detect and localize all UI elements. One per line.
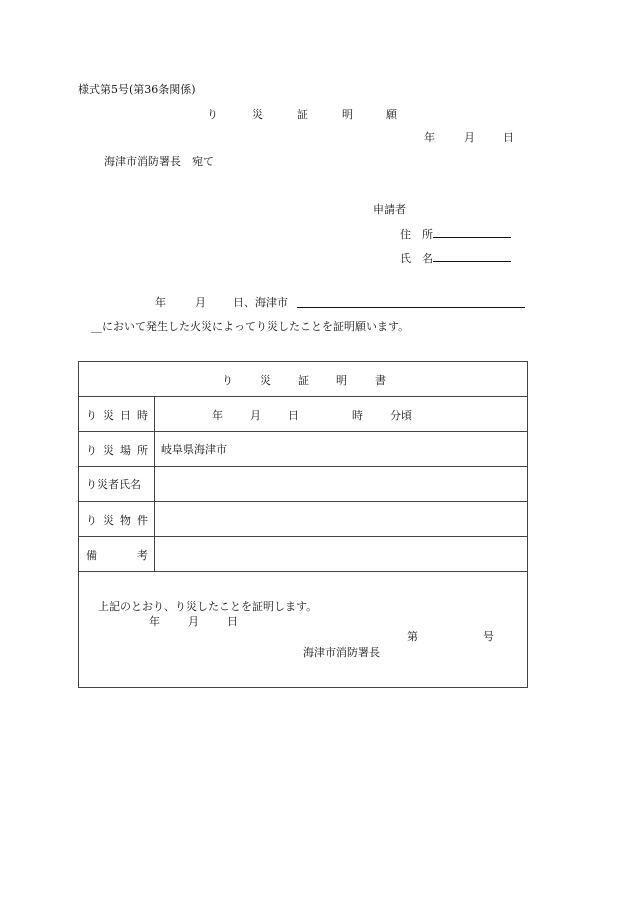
applicant-address: [400, 226, 511, 242]
table-row: [79, 502, 528, 537]
date-year: 年: [424, 131, 435, 144]
place-value: 岐阜県海津市: [161, 443, 227, 456]
row-value-remarks[interactable]: [155, 537, 528, 572]
date-month: 月: [464, 131, 475, 144]
label-char: 災: [103, 409, 114, 422]
label-char: 備: [86, 549, 97, 562]
row-value-datetime[interactable]: [155, 397, 528, 432]
statement-text: において発生した火災によってり災したことを証明願います。: [102, 320, 410, 333]
row-value-place[interactable]: [155, 432, 528, 467]
cert-number-prefix: 第: [407, 630, 418, 643]
incident-statement: [91, 320, 409, 334]
table-row: [79, 432, 528, 467]
label-text: り災者氏名: [86, 478, 141, 491]
table-row: [79, 397, 528, 432]
table-row: [79, 467, 528, 502]
value-month: 月: [250, 409, 261, 422]
row-label-place: [79, 432, 155, 467]
value-year: 年: [212, 409, 223, 422]
incident-date-line: [155, 296, 527, 310]
applicant-heading: 申請者: [373, 203, 406, 216]
name-label: 氏 名: [400, 252, 433, 265]
label-char: 日: [120, 409, 131, 422]
addressee: 海津市消防署長 宛て: [104, 155, 214, 168]
footer-month: 月: [188, 615, 199, 628]
certificate-footer-row: [79, 572, 528, 688]
cert-title-char: 書: [375, 374, 386, 387]
address-label: 住 所: [400, 228, 433, 241]
label-char: り: [86, 514, 97, 527]
certificate-statement: 上記のとおり、り災したことを証明します。: [98, 600, 318, 613]
incident-place-line[interactable]: [297, 296, 525, 308]
cert-title-char: 明: [336, 374, 347, 387]
date-day: 日: [503, 131, 514, 144]
value-hour: 時: [352, 409, 363, 422]
incident-year: 年: [155, 296, 166, 309]
certificate-table: [78, 361, 528, 688]
cert-number-suffix: 号: [483, 630, 494, 643]
label-char: 考: [137, 549, 148, 562]
title-char: 願: [386, 108, 397, 121]
title-char: 災: [252, 108, 263, 121]
applicant-name: [400, 250, 511, 266]
table-row: [79, 537, 528, 572]
title-char: 明: [342, 108, 353, 121]
value-day: 日: [288, 409, 299, 422]
certificate-footer: [79, 572, 528, 688]
row-value-property[interactable]: [155, 502, 528, 537]
row-label-victim-name: [79, 467, 155, 502]
issuer: 海津市消防署長: [303, 646, 380, 659]
row-label-datetime: [79, 397, 155, 432]
name-line[interactable]: [433, 250, 511, 262]
form-number: 様式第5号(第36条関係): [78, 83, 196, 96]
address-line[interactable]: [433, 226, 511, 238]
certificate-title-row: [79, 362, 528, 397]
footer-day: 日: [227, 615, 238, 628]
cert-title-char: 証: [298, 374, 309, 387]
incident-month: 月: [195, 296, 206, 309]
cert-title-char: り: [222, 374, 233, 387]
row-label-remarks: [79, 537, 155, 572]
incident-day-city: 日、海津市: [233, 296, 288, 309]
certificate-title: [79, 362, 528, 397]
row-value-victim-name[interactable]: [155, 467, 528, 502]
label-char: 時: [137, 409, 148, 422]
title-char: り: [207, 108, 218, 121]
row-label-property: [79, 502, 155, 537]
statement-prefix: __: [91, 320, 102, 333]
label-char: 件: [137, 514, 148, 527]
label-char: 災: [103, 514, 114, 527]
label-char: 所: [137, 444, 148, 457]
value-minute: 分頃: [390, 409, 412, 422]
footer-year: 年: [149, 615, 160, 628]
label-char: 場: [120, 444, 131, 457]
label-char: 物: [120, 514, 131, 527]
label-char: り: [86, 444, 97, 457]
label-char: り: [86, 409, 97, 422]
label-char: 災: [103, 444, 114, 457]
title-char: 証: [297, 108, 308, 121]
cert-title-char: 災: [260, 374, 271, 387]
